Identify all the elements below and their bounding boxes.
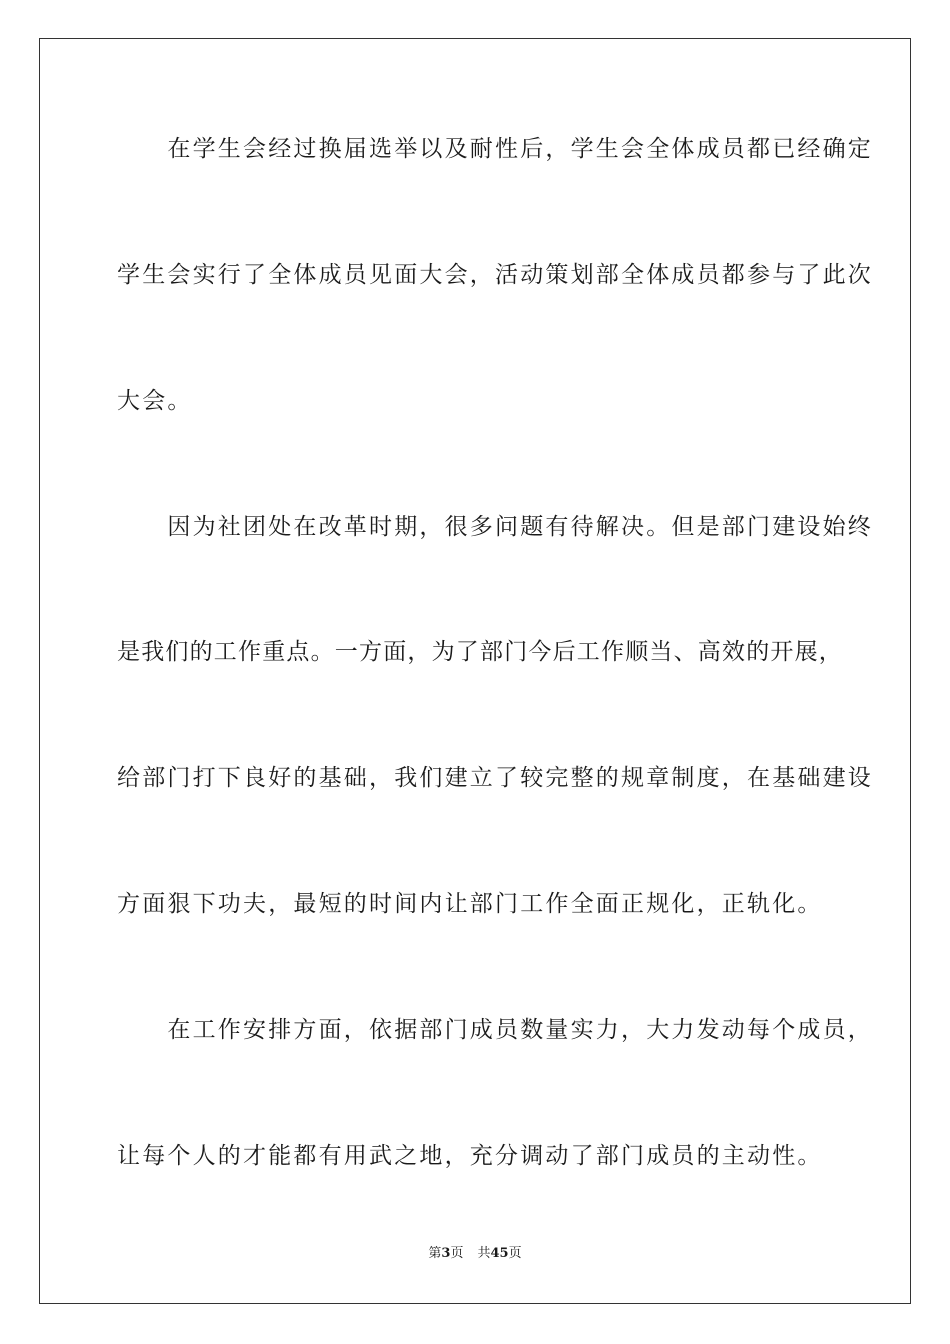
- page-footer: [0, 1244, 950, 1264]
- page-number: 3: [441, 1246, 451, 1261]
- text-line: 学生会实行了全体成员见面大会，活动策划部全体成员都参与了此次: [117, 262, 873, 288]
- text-line: 在学生会经过换届选举以及耐性后，学生会全体成员都已经确定: [117, 136, 873, 162]
- page-prefix: 第: [428, 1246, 442, 1261]
- text-line: 在工作安排方面，依据部门成员数量实力，大力发动每个成员，: [117, 1017, 873, 1043]
- page-suffix: 页: [450, 1246, 464, 1261]
- total-pages: 45: [490, 1246, 509, 1261]
- text-line: 因为社团处在改革时期，很多问题有待解决。但是部门建设始终: [117, 514, 873, 540]
- text-line: 大会。: [117, 388, 193, 414]
- text-line: 方面狠下功夫，最短的时间内让部门工作全面正规化，正轨化。: [117, 891, 823, 917]
- text-line: 让每个人的才能都有用武之地，充分调动了部门成员的主动性。: [117, 1143, 823, 1169]
- text-line: 给部门打下良好的基础，我们建立了较完整的规章制度，在基础建设: [117, 765, 873, 791]
- text-line: 是我们的工作重点。一方面，为了部门今后工作顺当、高效的开展，: [117, 639, 843, 665]
- total-prefix: 共: [477, 1246, 491, 1261]
- total-suffix: 页: [508, 1246, 522, 1261]
